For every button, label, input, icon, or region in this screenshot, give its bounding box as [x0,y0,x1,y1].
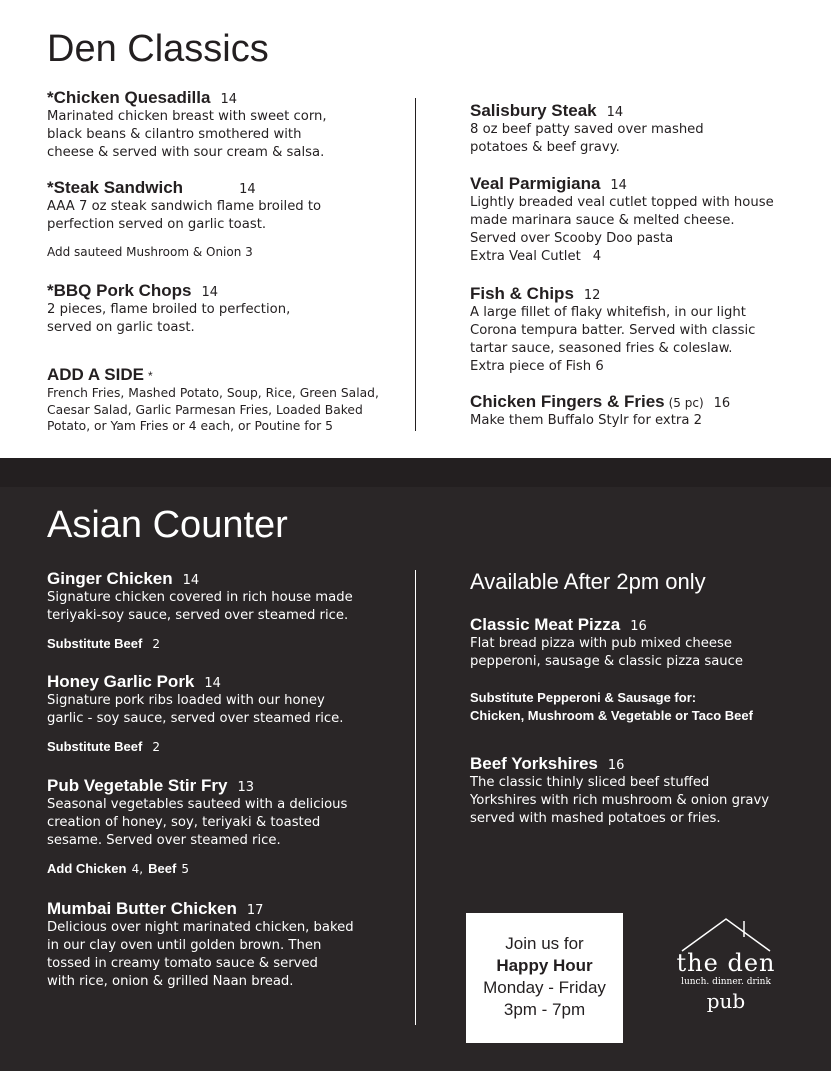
item-extra: Extra Veal Cutlet 4 [470,249,602,264]
side-asterisk: * [147,369,153,383]
item-addon-note: Add sauteed Mushroom & Onion 3 [47,245,253,259]
item-substitute-note: Substitute Beef 2 [47,636,160,651]
item-price: 14 [239,182,256,197]
item-substitute-note: Substitute Pepperoni & Sausage for: Chicken, Mushroom & Vegetable or Taco Beef [470,690,753,723]
menu-item-chicken-quesadilla [47,88,327,162]
item-name: *Chicken Quesadilla [47,88,211,107]
menu-item-salisbury-steak [470,101,704,157]
item-description: Signature chicken covered in rich house made teriyaki-soy sauce, served over steamed rice. [47,590,353,623]
section-top-band [0,458,831,487]
asian-counter-title: Asian Counter [47,504,288,546]
item-price: 16 [607,758,625,773]
menu-item-classic-meat-pizza [470,615,753,725]
item-description: Lightly breaded veal cutlet topped with house made marinara sauce & melted cheese. Served over Scooby Doo pasta Extra Veal Cutlet 4 [470,195,774,264]
item-description: 8 oz beef patty saved over mashed potatoes & beef gravy. [470,122,704,155]
logo-sub: pub [706,989,746,1013]
logo-tagline: lunch. dinner. drink [681,977,771,987]
add-a-side [47,365,379,435]
item-name: *Steak Sandwich [47,178,184,197]
item-price: 14 [220,92,237,107]
item-substitute-note: Substitute Beef 2 [47,739,160,754]
den-classics-title: Den Classics [47,28,269,70]
item-name: Pub Vegetable Stir Fry [47,776,228,795]
item-description: A large fillet of flaky whitefish, in our light Corona tempura batter. Served with classic tartar sauce, seasoned fries & coleslaw. Extra piece of Fish 6 [470,305,756,374]
side-heading: ADD A SIDE [47,365,144,384]
item-name: Veal Parmigiana [470,174,601,193]
item-price: 14 [182,573,200,588]
menu-item-chicken-fingers [470,392,730,430]
side-options: French Fries, Mashed Potato, Soup, Rice, Green Salad, Caesar Salad, Garlic Parmesan Fries, Loaded Baked Potato, or Yam Fries or 4 each, or Poutine for 5 [47,386,379,433]
item-addon-note: Add Chicken 4, Beef 5 [47,861,190,876]
item-price: 14 [606,105,624,120]
item-description: Flat bread pizza with pub mixed cheese pepperoni, sausage & classic pizza sauce [470,636,744,669]
item-name: Ginger Chicken [47,569,173,588]
menu-item-beef-yorkshires [470,754,769,828]
item-price: 12 [583,288,601,303]
roof-icon [680,917,772,953]
item-portion: (5 pc) [668,396,704,410]
item-name: Honey Garlic Pork [47,672,195,691]
item-name: Beef Yorkshires [470,754,598,773]
item-description: Make them Buffalo Stylr for extra 2 [470,413,702,428]
item-description: Marinated chicken breast with sweet corn, black beans & cilantro smothered with cheese & served with sour cream & salsa. [47,109,327,160]
item-price: 16 [713,396,731,411]
item-price: 17 [246,903,264,918]
item-price: 13 [237,780,254,795]
item-description: The classic thinly sliced beef stuffed Yorkshires with rich mushroom & onion gravy served with mashed potatoes or fries. [470,775,770,826]
menu-item-bbq-pork-chops [47,281,290,337]
item-description: Delicious over night marinated chicken, baked in our clay oven until golden brown. Then tossed in creamy tomato sauce & served with rice, onion & grilled Naan bread. [47,920,354,989]
item-description: Seasonal vegetables sauteed with a delicious creation of honey, soy, teriyaki & toasted sesame. Served over steamed rice. [47,797,348,848]
available-after-2pm-heading: Available After 2pm only [470,569,706,594]
item-name: Chicken Fingers & Fries [470,392,665,411]
item-price: 16 [630,619,647,634]
item-name: Salisbury Steak [470,101,597,120]
item-name: Fish & Chips [470,284,574,303]
item-description: Signature pork ribs loaded with our honey garlic - soy sauce, served over steamed rice. [47,693,344,726]
item-price: 14 [610,178,627,193]
item-description: 2 pieces, flame broiled to perfection, served on garlic toast. [47,302,291,335]
classics-divider [415,98,416,431]
item-name: *BBQ Pork Chops [47,281,192,300]
asian-counter-section [0,458,831,1071]
menu-item-pub-vegetable-stir-fry [47,776,347,877]
item-description: AAA 7 oz steak sandwich flame broiled to perfection served on garlic toast. [47,199,322,232]
menu-item-ginger-chicken [47,569,353,652]
item-name: Mumbai Butter Chicken [47,899,237,918]
item-price: 14 [204,676,221,691]
item-name: Classic Meat Pizza [470,615,621,634]
happy-hour-box: Join us for Happy Hour Monday - Friday 3pm - 7pm [466,913,623,1043]
menu-item-mumbai-butter-chicken [47,899,354,991]
logo-name: the den [676,949,776,977]
item-price: 14 [201,285,219,300]
asian-divider [415,570,416,1025]
menu-item-honey-garlic-pork [47,672,343,755]
the-den-pub-logo [666,913,786,1033]
menu-item-veal-parmigiana [470,174,774,266]
menu-item-steak-sandwich [47,178,321,260]
menu-item-fish-and-chips [470,284,755,376]
